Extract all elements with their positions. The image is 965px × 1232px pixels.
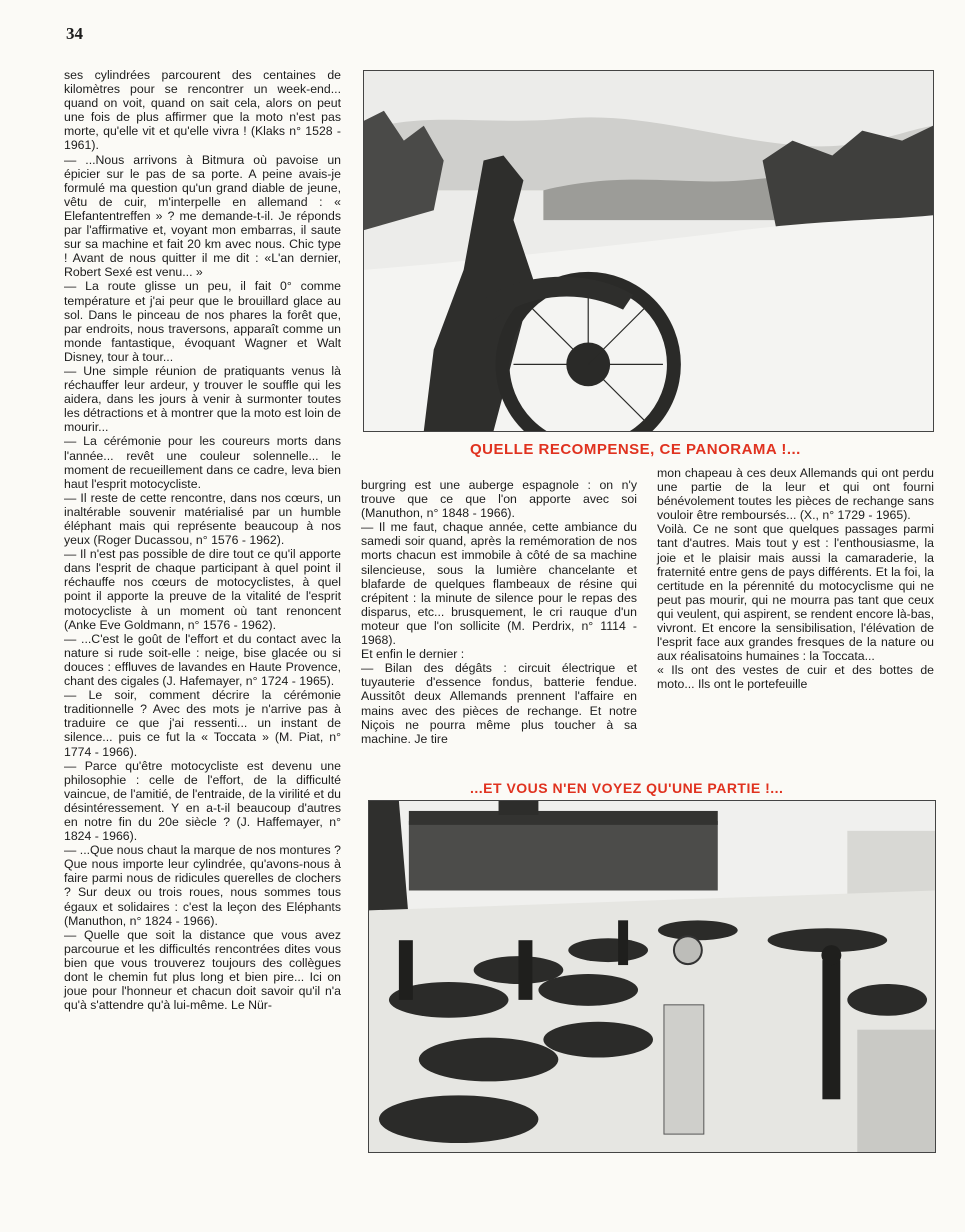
caption-bottom: ...ET VOUS N'EN VOYEZ QU'UNE PARTIE !... [470, 780, 784, 796]
paragraph: Et enfin le dernier : [361, 647, 465, 662]
text-column-left [64, 68, 341, 1012]
text-column-right [657, 466, 934, 692]
snow-panorama-illustration [364, 71, 933, 431]
paragraph: — ...Que nous chaut la marque de nos montures ? Que nous importe leur cylindrée, qu'avons-nous à faire parmi nous de ridicules querelles de clochers ? Sur deux ou trois roues, nous sommes tous égaux et solidaires : c'est la leçon des Eléphants (Manuthon, n° 1824 - 1966). [64, 843, 341, 928]
paragraph: — Quelle que soit la distance que vous avez parcourue et les difficultés rencontrées dites vous bien que vous trouverez toujours des collègues dont le chemin fut plus long et bien pire... Ici on joue pour l'honneur et chacun doit savoir qu'il n'a qu'à s'attendre qu'à lui-même. Le Nür- [64, 927, 341, 1013]
paragraph: — ...C'est le goût de l'effort et du contact avec la nature si rude soit-elle : neige, bise glacée ou si douces : effluves de lavandes en Haute Provence, chant des cigales (J. Hafemayer, n° 1724 - 1965). [64, 631, 341, 689]
paragraph: — Il n'est pas possible de dire tout ce qu'il apporte dans l'esprit de chaque participant à quel point il réchauffe nos cœurs de motocyclistes, à quel point il apporte la preuve de la vitalité de l'esprit motocycliste à un moment où tant renoncent (Anke Eve Goldmann, n° 1576 - 1962). [64, 547, 341, 632]
paragraph: — Il me faut, chaque année, cette ambiance du samedi soir quand, après la remémoration de nos morts chacun est immobile à côté de sa machine silencieuse, sous la lumière chancelante et blafarde de quelques flambeaux de résine qui crépitent : la minute de silence pour le repas des disparus, etc... brusquement, le cri rauque d'un moteur que l'on sollicite (M. Perdrix, n° 1114 - 1968). [361, 520, 637, 648]
motorcycle-gathering-illustration [369, 801, 935, 1152]
paragraph: — Une simple réunion de pratiquants venus là réchauffer leur ardeur, y trouver le souffle qui les aidera, dans les jours à venir à surmonter toutes les détractions et à montrer que la moto est loin de mourir... [64, 363, 341, 435]
paragraph: — Bilan des dégâts : circuit électrique et tuyauterie d'essence fondus, batterie fendue. Aussitôt deux Allemands prennent l'affaire en mains avec des pièces de rechange. Et notre Niçois ne pourra même plus toucher à sa machine. Je tire [361, 661, 637, 746]
paragraph: burgring est une auberge espagnole : on n'y trouve que ce que l'on apporte avec soi (Manuthon, n° 1848 - 1966). [361, 478, 637, 521]
paragraph: ses cylindrées parcourent des centaines de kilomètres pour se rencontrer un week-end... quand on voit, quand on sait cela, alors on peut une fois de plus affirmer que la moto n'est pas morte, qu'elle vit et qu'elle vivra ! (Klaks n° 1528 - 1961). [64, 68, 341, 153]
motorcycle-gathering-photo [368, 800, 936, 1153]
paragraph: — ...Nous arrivons à Bitmura où pavoise un épicier sur le pas de sa porte. A peine avais-je formulé ma question qu'un grand diable de jeune, vêtu de cuir, m'interpelle en allemand : « Elefantentreffen » ? me demande-t-il. Je réponds par l'affirmative et, voyant mon embarras, il saute sur sa machine et fait 20 km avec nous. Chic type ! Avant de nous quitter il me dit : «L'an dernier, Robert Sexé est venu... » [64, 152, 341, 280]
caption-top: QUELLE RECOMPENSE, CE PANORAMA !... [470, 441, 801, 458]
paragraph: Voilà. Ce ne sont que quelques passages parmi tant d'autres. Mais tout y est : l'enthousiasme, la joie et le plaisir mais aussi la camaraderie, la fraternité entre gens de pays différents. Et la foi, la certitude en la pérennité du motocyclisme qui ne peut pas mourir, qui ne mourra pas tant que ceux qui veulent, qui aspirent, se rendent encore là-bas, vivront. Et encore la sensibilisation, l'élévation de l'esprit face aux grandes fresques de la nature ou aux réalisatoins humaines : la Toccata... [657, 522, 934, 664]
paragraph: mon chapeau à ces deux Allemands qui ont perdu une partie de la leur et qui ont fourni bénévolement toutes les pièces de rechange sans vouloir être remboursés... (X., n° 1729 - 1965). [657, 466, 934, 523]
paragraph: « Ils ont des vestes de cuir et des bottes de moto... Ils ont le portefeuille [657, 663, 934, 692]
paragraph: — La cérémonie pour les coureurs morts dans l'année... revêt une couleur solennelle... le moment de recueillement dans ce cadre, leva bien haut l'esprit motocycliste. [64, 434, 341, 491]
paragraph: — Parce qu'être motocycliste est devenu une philosophie : celle de l'effort, de la difficulté vaincue, de l'amitié, de l'entraide, de la virilité et du désintéressement. Y en a-t-il beaucoup d'autres en notre fin du 20e siècle ? (J. Haffemayer, n° 1824 - 1966). [64, 758, 341, 844]
page-number: 34 [66, 24, 83, 43]
text-column-middle [361, 478, 637, 746]
paragraph: — La route glisse un peu, il fait 0° comme température et j'ai peur que le brouillard glace au sol. Dans le pinceau de nos phares la forêt que, par endroits, nous traversons, apparaît comme un monde fantastique, évoquant Wagner et Walt Disney, tour à tour... [64, 279, 341, 364]
paragraph: — Il reste de cette rencontre, dans nos cœurs, un inaltérable souvenir matérialisé par un humble éléphant mais qui représente beaucoup à nos yeux (Roger Ducassou, n° 1576 - 1962). [64, 490, 341, 548]
paragraph: — Le soir, comment décrire la cérémonie traditionnelle ? Avec des mots je n'arrive pas à traduire ce que j'ai ressenti... un instant de silence... puis ce fut la « Toccata » (M. Piat, n° 1774 - 1966). [64, 688, 341, 759]
snow-panorama-photo [363, 70, 934, 432]
